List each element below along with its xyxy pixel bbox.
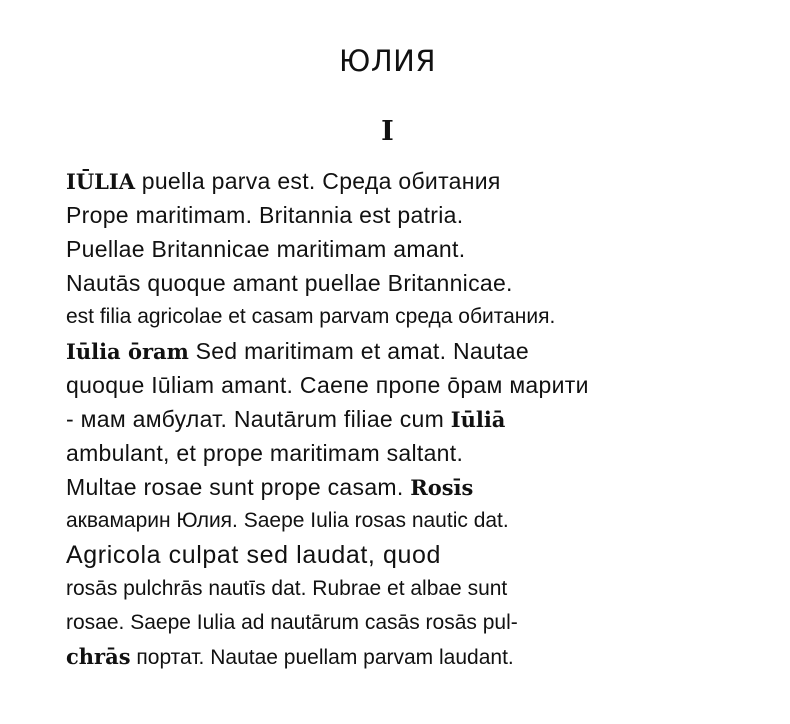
bold-word: IŪLIA <box>66 169 136 194</box>
text-line <box>66 640 711 674</box>
text-line <box>66 300 711 334</box>
text-line <box>66 606 711 640</box>
document-title: ЮЛИЯ <box>339 44 436 78</box>
text-line <box>66 266 711 300</box>
line-text: ambulant, et prope maritimam saltant. <box>66 440 464 466</box>
line-text: Puellae Britannicae maritimam amant. <box>66 236 466 262</box>
text-line <box>66 164 711 198</box>
text-line <box>66 198 711 232</box>
body-text <box>66 164 711 674</box>
text-line <box>66 504 711 538</box>
line-text: Sed maritimam et amat. Nautae <box>188 338 529 364</box>
line-text: Multae rosae sunt prope casam. <box>66 474 411 500</box>
line-text: puella parva est. Среда обитания <box>135 168 501 194</box>
line-text: Agricola culpat sed laudat, quod <box>66 541 441 569</box>
text-line <box>66 232 711 266</box>
bold-word: Iūliā <box>450 407 506 432</box>
text-line <box>66 436 711 470</box>
text-line <box>66 572 711 606</box>
line-text: аквамарин Юлия. Saepe Iulia rosas nautic dat. <box>66 509 509 532</box>
line-text: quoque Iūliam amant. Саепе пропе ōрам марити <box>66 372 589 398</box>
bold-word: chrās <box>66 644 131 669</box>
line-text: Prope maritimam. Britannia est patria. <box>66 202 464 228</box>
bold-word: Iūlia ōram <box>66 339 189 364</box>
chapter-numeral: I <box>381 116 394 147</box>
text-line <box>66 368 711 402</box>
line-text: портат. Nautae puellam parvam laudant. <box>130 646 514 669</box>
bold-word: Rosīs <box>410 475 474 500</box>
line-text: est filia agricolae et casam parvam среда обитания. <box>66 305 556 328</box>
line-text: - мам амбулат. Nautārum filiae cum <box>66 406 451 432</box>
line-text: Nautās quoque amant puellae Britannicae. <box>66 270 513 296</box>
text-line <box>66 470 711 504</box>
text-line <box>66 334 711 368</box>
text-line <box>66 538 711 572</box>
line-text: rosae. Saepe Iulia ad nautārum casās rosās pul- <box>66 611 518 634</box>
line-text: rosās pulchrās nautīs dat. Rubrae et albae sunt <box>66 577 508 600</box>
text-line <box>66 402 711 436</box>
